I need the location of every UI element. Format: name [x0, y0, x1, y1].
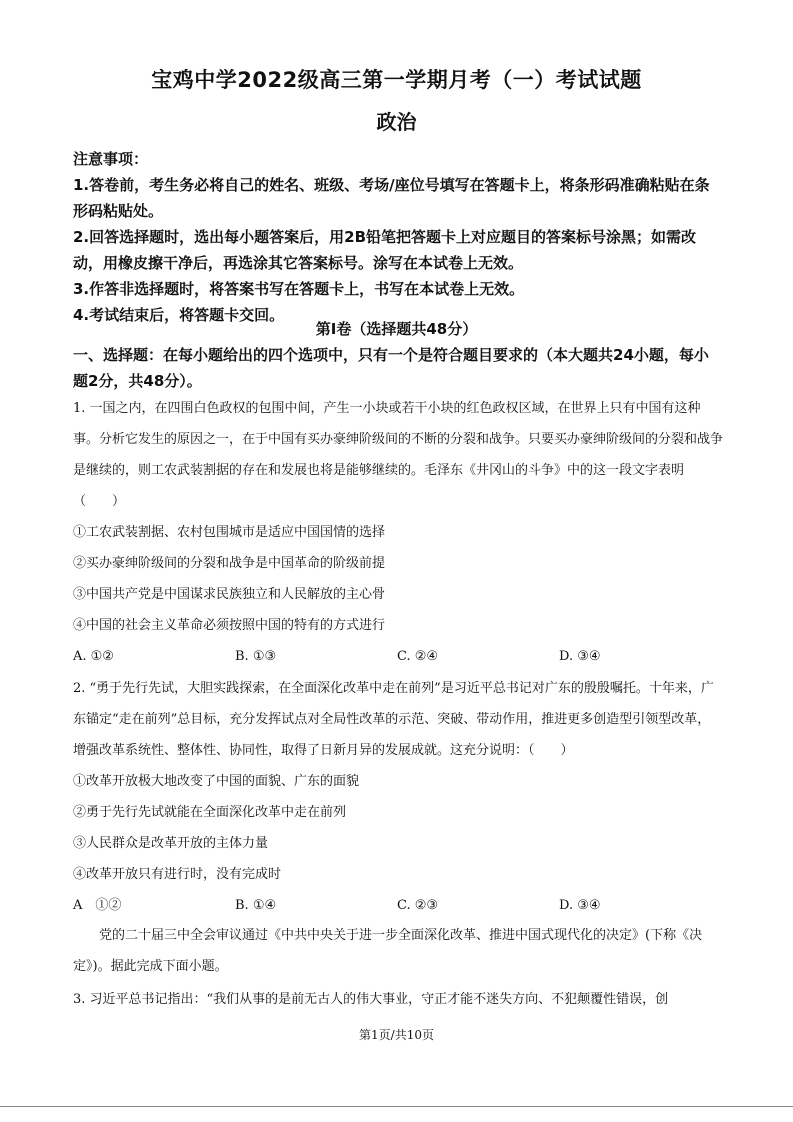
material-text: 党的二十届三中全会审议通过《中共中央关于进一步全面深化改革、推进中国式现代化的决定》(下称《决定》)。据此完成下面小题。	[73, 928, 703, 974]
options-row	[73, 890, 723, 921]
option-c: C. ②③	[397, 898, 439, 913]
section-heading: 第Ⅰ卷（选择题共48分）	[315, 320, 478, 338]
question-stem: 3. 习近平总书记指出：“我们从事的是前无古人的伟大事业，守正才能不迷失方向、不犯颠覆性错误，创	[73, 992, 669, 1007]
exam-title: 宝鸡中学2022级高三第一学期月考（一）考试试题	[151, 68, 642, 92]
option-d: D. ③④	[559, 649, 601, 664]
option-a: A. ①②	[73, 649, 114, 664]
notes-item: 2.回答选择题时，选出每小题答案后，用2B铅笔把答题卡上对应题目的答案标号涂黑；如需改动，用橡皮擦干净后，再选涂其它答案标号。涂写在本试卷上无效。	[73, 228, 697, 272]
statement: ①改革开放极大地改变了中国的面貌、广东的面貌	[73, 774, 360, 789]
option-d: D. ③④	[559, 898, 601, 913]
notes-section	[73, 146, 723, 328]
option-b: B. ①③	[235, 649, 277, 664]
question-3	[73, 984, 723, 1015]
options-row	[73, 641, 723, 672]
notes-item: 3.作答非选择题时，将答案书写在答题卡上，书写在本试卷上无效。	[73, 280, 525, 298]
statement: ④中国的社会主义革命必须按照中国的特有的方式进行	[73, 618, 386, 633]
notes-item: 4.考试结束后，将答题卡交回。	[73, 306, 285, 324]
statement: ②勇于先行先试就能在全面深化改革中走在前列	[73, 805, 347, 820]
question-stem: 1. 一国之内，在四围白色政权的包围中间，产生一小块或若干小块的红色政权区域，在世界上只有中国有这种事。分析它发生的原因之一，在于中国有买办豪绅阶级间的不断的分裂和战争。只要买办豪绅阶级间的分裂和战争是继续的，则工农武装割据的存在和发展也将是能够继续的。毛泽东《井冈山的斗争》中的这一段文字表明（ ）	[73, 401, 724, 509]
option-b: B. ①④	[235, 898, 277, 913]
statement: ①工农武装割据、农村包围城市是适应中国国情的选择	[73, 525, 386, 540]
statement: ②买办豪绅阶级间的分裂和战争是中国革命的阶级前提	[73, 556, 386, 571]
question-1	[73, 393, 723, 672]
page-number: 第1页/共10页	[359, 1028, 434, 1042]
statement: ③人民群众是改革开放的主体力量	[73, 836, 269, 851]
notes-item: 1.答卷前，考生务必将自己的姓名、班级、考场/座位号填写在答题卡上，将条形码准确粘贴在条形码粘贴处。	[73, 176, 710, 220]
question-2	[73, 673, 723, 921]
statement: ④改革开放只有进行时，没有完成时	[73, 867, 282, 882]
option-c: C. ②④	[397, 649, 439, 664]
question-stem: 2. “勇于先行先试，大胆实践探索，在全面深化改革中走在前列”是习近平总书记对广东的殷殷嘱托。十年来，广东锚定“走在前列”总目标，充分发挥试点对全局性改革的示范、突破、带动作用，推进更多创造型引领型改革，增强改革系统性、整体性、协同性，取得了日新月异的发展成就。这充分说明：（ ）	[73, 681, 714, 758]
section-instruction: 一、选择题：在每小题给出的四个选项中，只有一个是符合题目要求的（本大题共24小题，每小题2分，共48分）。	[73, 346, 709, 390]
option-a: A ①②	[73, 898, 122, 913]
bottom-divider	[0, 1106, 793, 1107]
subject-title: 政治	[376, 110, 417, 134]
statement: ③中国共产党是中国谋求民族独立和人民解放的主心骨	[73, 587, 386, 602]
notes-heading: 注意事项：	[73, 150, 149, 168]
